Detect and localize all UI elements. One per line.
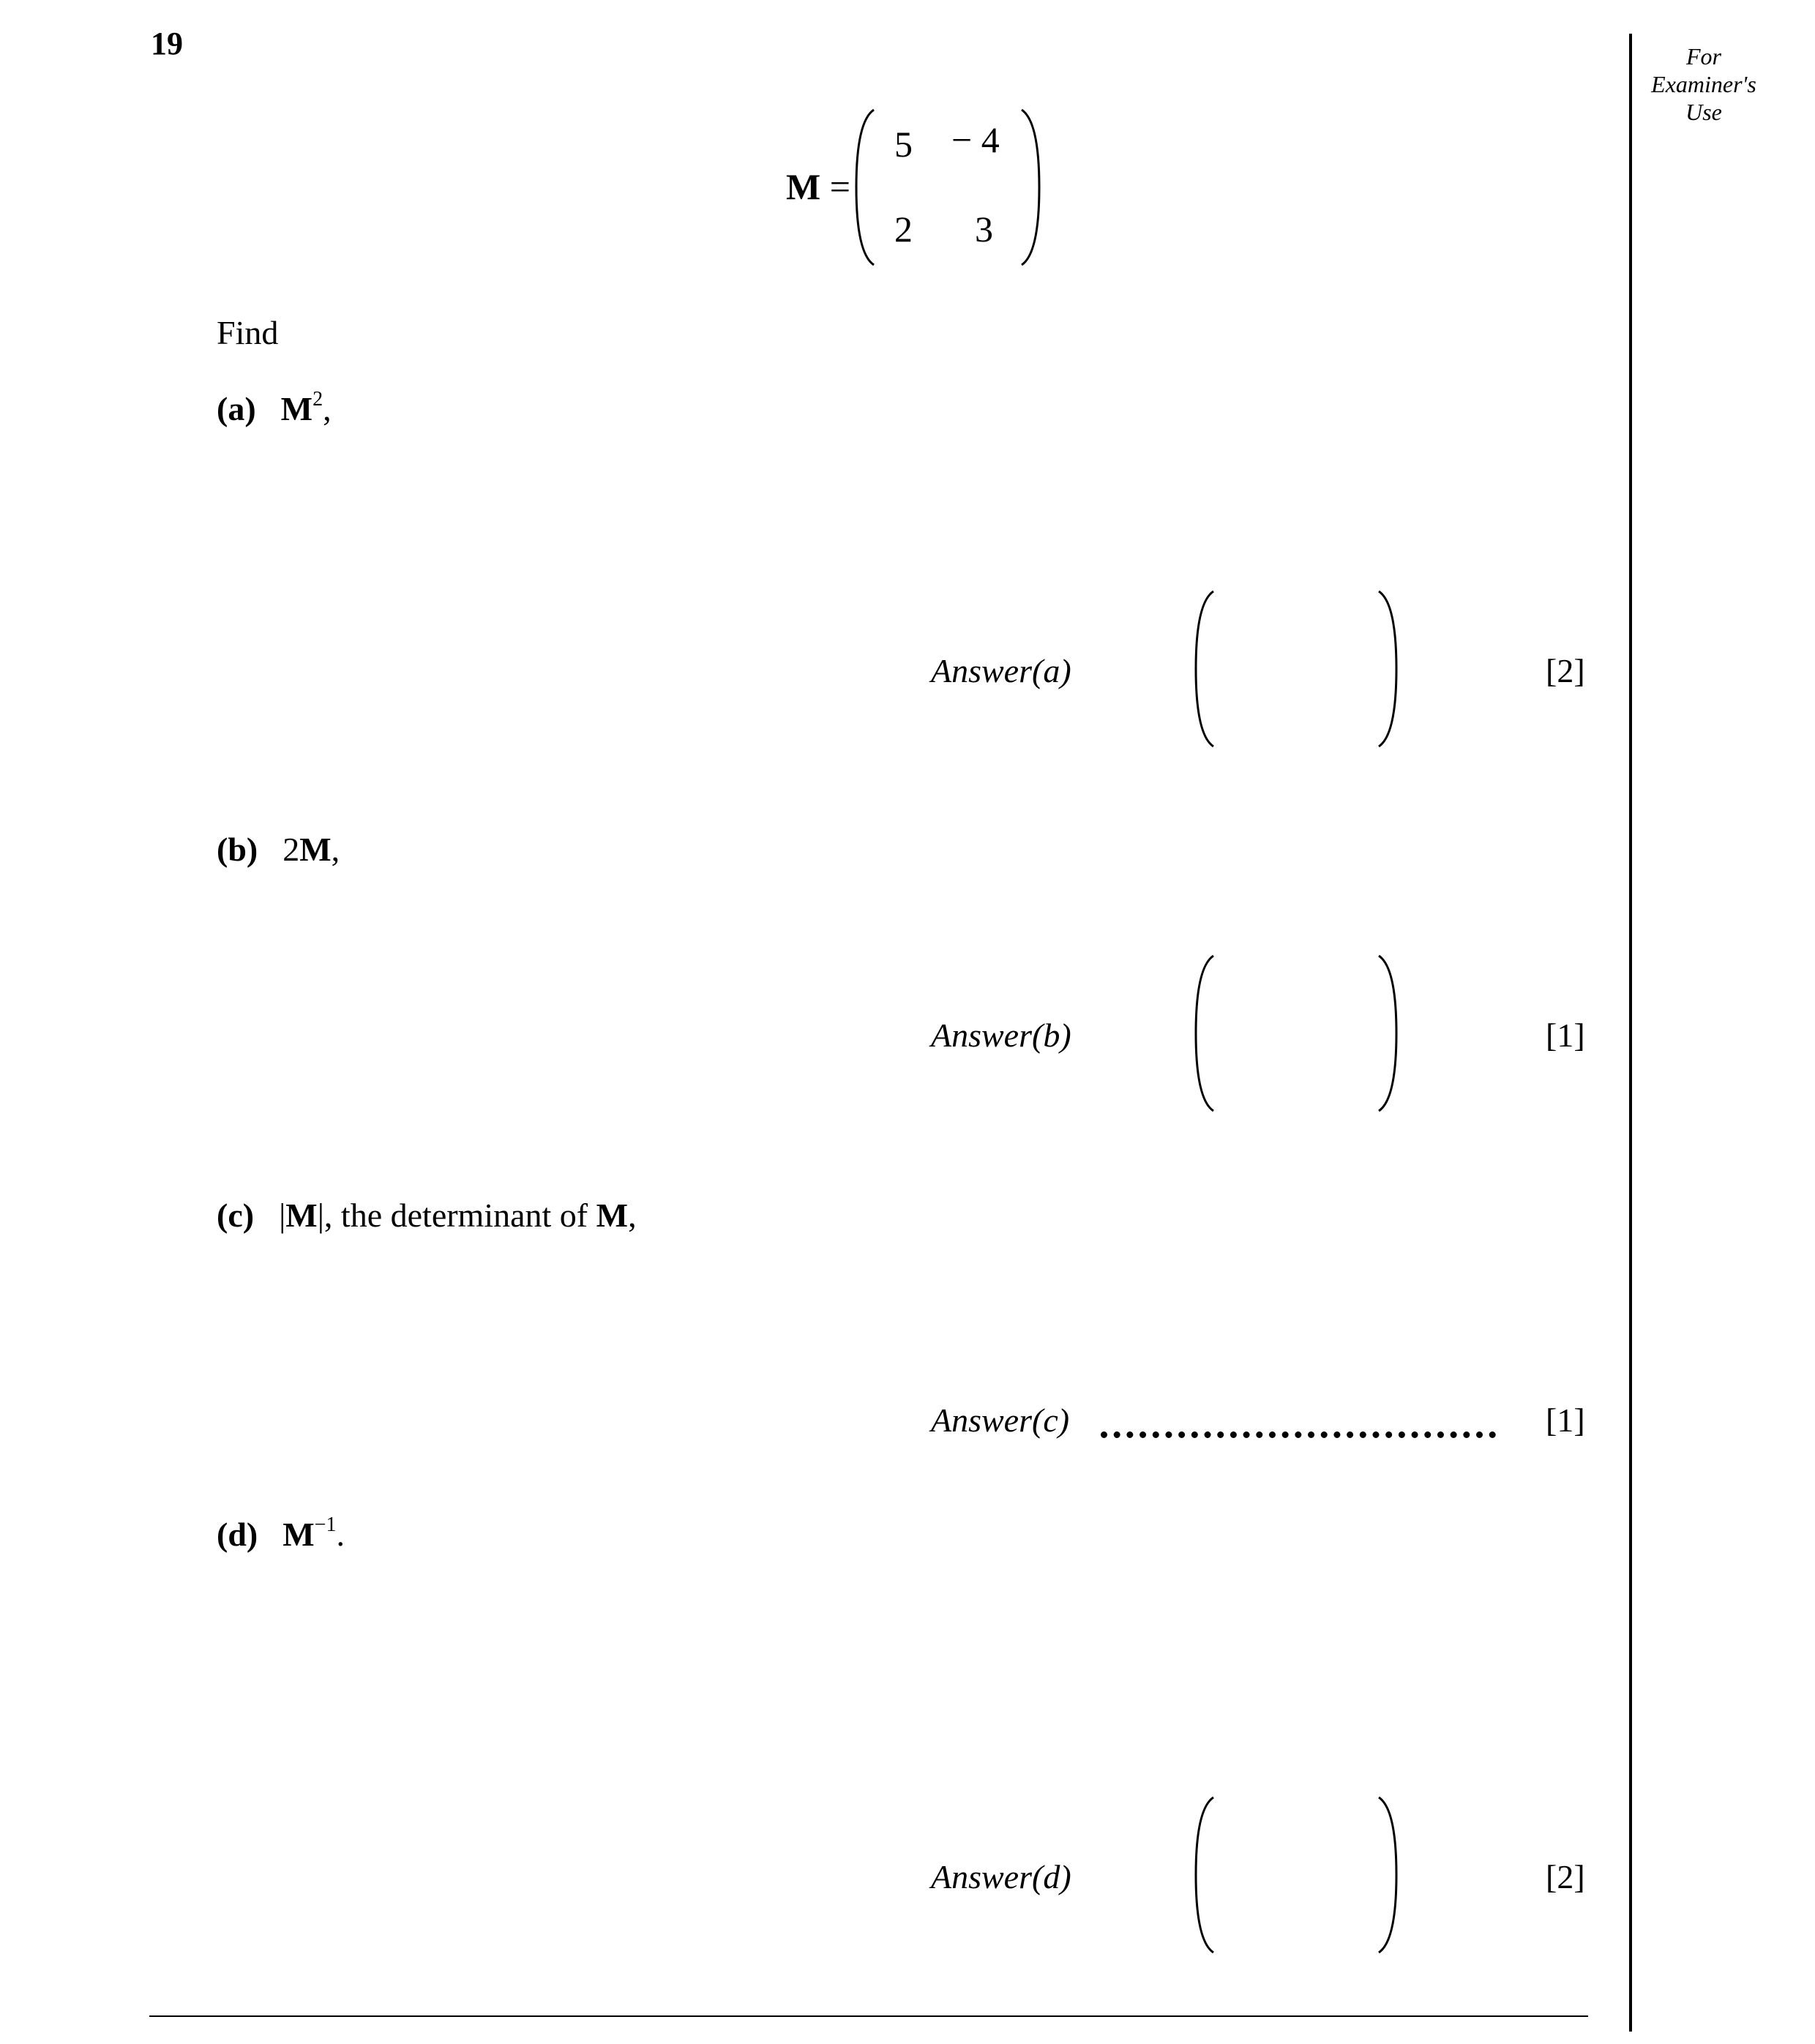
answer-a-label: Answer(a): [931, 652, 1071, 689]
part-c-det-close: |: [317, 1197, 324, 1234]
answer-c-dotted-line[interactable]: [1101, 1421, 1496, 1438]
part-a: [217, 389, 332, 428]
matrix-definition-label: [786, 165, 850, 208]
part-c-label: (c): [217, 1197, 255, 1234]
part-c-det-open: |: [279, 1197, 286, 1234]
answer-a-left-paren[interactable]: [1194, 588, 1216, 749]
part-a-label: (a): [217, 390, 256, 427]
examiner-use-note: [1638, 42, 1770, 126]
answer-d-left-paren[interactable]: [1194, 1794, 1216, 1955]
answer-c-label: Answer(c): [931, 1401, 1070, 1439]
examiner-note-line-1: For: [1686, 43, 1721, 70]
examiner-margin-rule: [1629, 34, 1632, 2032]
bottom-rule: [149, 2015, 1588, 2017]
part-b: [217, 830, 340, 869]
answer-b-right-paren[interactable]: [1376, 953, 1398, 1114]
part-d-exponent: −1: [314, 1513, 337, 1536]
matrix-left-paren: [855, 107, 877, 268]
matrix-entry-22: 3: [975, 209, 993, 250]
part-d-matrix: M: [282, 1516, 315, 1553]
part-b-label: (b): [217, 831, 258, 868]
part-c-matrix: M: [285, 1197, 318, 1234]
find-instruction: Find: [217, 314, 279, 351]
part-c-punct: ,: [628, 1197, 637, 1234]
answer-d-label: Answer(d): [931, 1858, 1071, 1895]
matrix-symbol: M: [786, 166, 821, 207]
matrix-entry-21: 2: [894, 209, 913, 250]
marks-c: [1]: [1546, 1401, 1585, 1439]
part-a-punct: ,: [323, 390, 332, 427]
matrix-entry-12: − 4: [951, 119, 1000, 160]
part-c: [217, 1196, 637, 1235]
part-b-punct: ,: [331, 831, 340, 868]
part-d: [217, 1515, 345, 1554]
part-b-scalar: 2: [282, 831, 300, 868]
examiner-note-line-2: Examiner's: [1651, 71, 1756, 97]
answer-b-label: Answer(b): [931, 1017, 1071, 1054]
marks-b: [1]: [1546, 1017, 1585, 1054]
marks-d: [2]: [1546, 1858, 1585, 1895]
marks-a: [2]: [1546, 652, 1585, 689]
question-number: 19: [151, 26, 183, 61]
part-b-matrix: M: [299, 831, 332, 868]
part-a-matrix: M: [280, 390, 313, 427]
equals-sign: =: [829, 166, 850, 207]
matrix-right-paren: [1019, 107, 1041, 268]
answer-a-right-paren[interactable]: [1376, 588, 1398, 749]
part-a-exponent: 2: [313, 387, 323, 411]
part-c-matrix-2: M: [596, 1197, 629, 1234]
answer-b-left-paren[interactable]: [1194, 953, 1216, 1114]
part-d-label: (d): [217, 1516, 258, 1553]
examiner-note-line-3: Use: [1685, 99, 1722, 125]
answer-d-right-paren[interactable]: [1376, 1794, 1398, 1955]
part-d-punct: .: [336, 1516, 345, 1553]
matrix-entry-11: 5: [894, 124, 913, 165]
part-c-text: , the determinant of: [323, 1197, 596, 1234]
